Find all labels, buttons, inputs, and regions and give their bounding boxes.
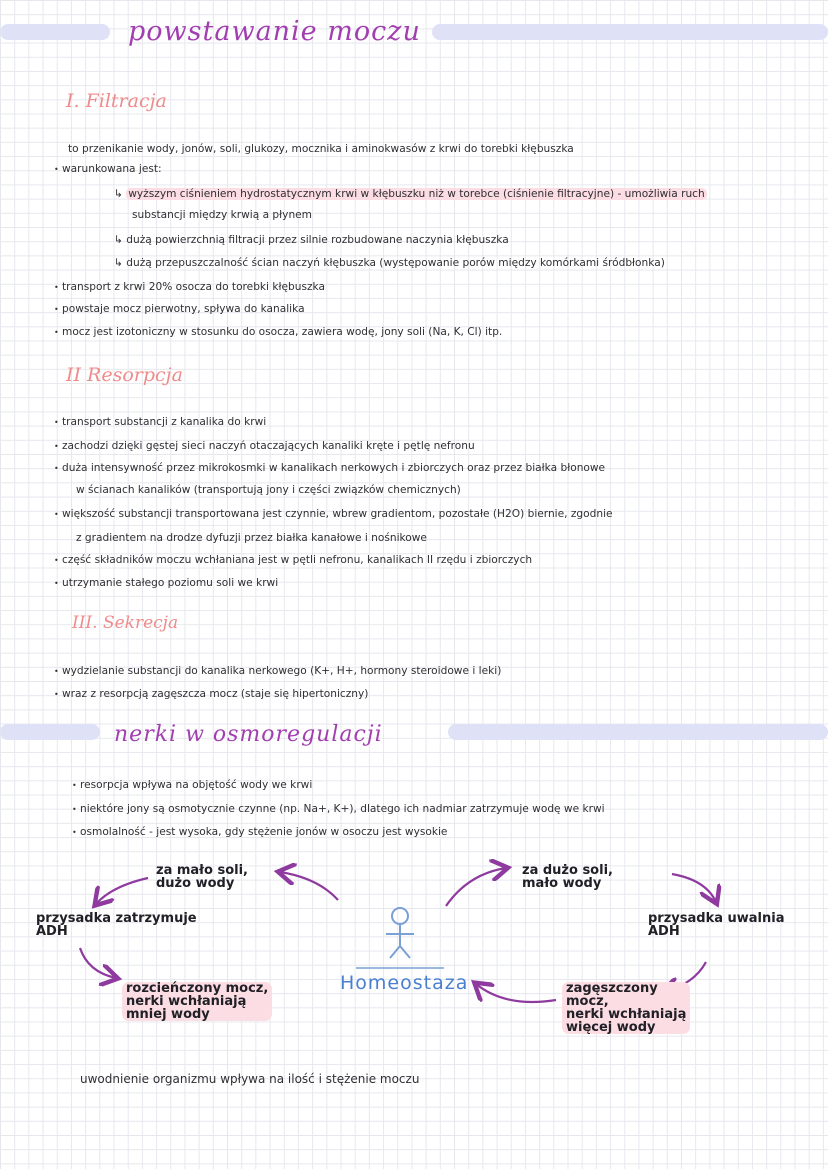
arrow-icon: ↳ [114, 257, 127, 269]
subtitle: nerki w osmoregulacji [114, 722, 383, 747]
arrow-icon [96, 878, 148, 904]
title-band-left [0, 24, 110, 40]
osmo-line: • osmolalność - jest wysoka, gdy stężenie jonów w osoczu jest wysokie [80, 825, 447, 840]
filtration-line: • mocz jest izotoniczny w stosunku do osocza, zawiera wodę, jony soli (Na, K, Cl) itp. [62, 325, 502, 340]
title-band-right [432, 24, 828, 40]
filtration-line-text: wyższym ciśnieniem hydrostatycznym krwi w kłębuszku niż w torebce (ciśnienie filtracyjne) - umożliwia ruch [128, 188, 705, 200]
filtration-line: • transport z krwi 20% osocza do torebki kłębuszka [62, 280, 325, 295]
filtration-line: to przenikanie wody, jonów, soli, glukozy, mocznika i aminokwasów z krwi do torebki kłębuszka [68, 143, 574, 155]
filtration-line [114, 233, 509, 248]
osmo-line: • niektóre jony są osmotycznie czynne (np. Na+, K+), dlatego ich nadmiar zatrzymuje wodę we krwi [80, 802, 605, 817]
arrow-icon [280, 872, 338, 900]
diagram-right-bottom: zagęszczony mocz, nerki wchłaniają więcej wody [562, 982, 690, 1034]
section-heading-secretion: III. Sekrecja [72, 613, 179, 633]
diagram-right-top: za dużo soli, mało wody [522, 863, 613, 891]
diagram-left-top: za mało soli, dużo wody [156, 863, 248, 891]
section-heading-resorption: II Resorpcja [66, 364, 183, 386]
arrow-icon [80, 948, 116, 978]
arrow-icon: ↳ [114, 188, 127, 200]
resorption-line: • duża intensywność przez mikrokosmki w kanalikach nerkowych i zbiorczych oraz przez białka błonowe [62, 461, 605, 476]
resorption-line: w ścianach kanalików (transportują jony i części związków chemicznych) [76, 484, 461, 496]
filtration-line: • warunkowana jest: [62, 162, 162, 177]
section-heading-filtration: I. Filtracja [66, 90, 167, 112]
osmo-line: • resorpcja wpływa na objętość wody we krwi [80, 778, 312, 793]
filtration-line-text: dużą przepuszczalność ścian naczyń kłębuszka (występowanie porów między komórkami śródbłonka) [126, 257, 665, 269]
page-title: powstawanie moczu [128, 16, 421, 47]
resorption-line: • transport substancji z kanalika do krwi [62, 415, 266, 430]
diagram-right-mid: przysadka uwalnia ADH [648, 911, 785, 939]
subtitle-band-right [448, 724, 828, 740]
secretion-line: • wraz z resorpcją zagęszcza mocz (staje się hipertoniczny) [62, 687, 368, 702]
footer-line: uwodnienie organizmu wpływa na ilość i stężenie moczu [80, 1072, 420, 1086]
diagram-left-mid: przysadka zatrzymuje ADH [36, 911, 197, 939]
resorption-line: z gradientem na drodze dyfuzji przez białka kanałowe i nośnikowe [76, 532, 427, 544]
arrow-icon [476, 984, 556, 1002]
filtration-line: • powstaje mocz pierwotny, spływa do kanalika [62, 302, 305, 317]
arrow-icon [446, 868, 506, 906]
resorption-line: • utrzymanie stałego poziomu soli we krwi [62, 576, 278, 591]
arrow-icon [672, 874, 716, 902]
person-icon [386, 908, 414, 958]
resorption-line: • większość substancji transportowana jest czynnie, wbrew gradientom, pozostałe (H2O) biernie, zgodnie [62, 507, 613, 522]
resorption-line: • część składników moczu wchłaniana jest w pętli nefronu, kanalikach II rzędu i zbiorczych [62, 553, 532, 568]
filtration-line: substancji między krwią a płynem [132, 209, 312, 221]
resorption-line: • zachodzi dzięki gęstej sieci naczyń otaczających kanaliki kręte i pętlę nefronu [62, 439, 475, 454]
subtitle-band-left [0, 724, 100, 740]
filtration-line [114, 187, 707, 202]
diagram-left-bottom: rozcieńczony mocz, nerki wchłaniają mniej wody [122, 982, 272, 1021]
filtration-line-text: dużą powierzchnią filtracji przez silnie rozbudowane naczynia kłębuszka [126, 234, 509, 246]
secretion-line: • wydzielanie substancji do kanalika nerkowego (K+, H+, hormony steroidowe i leki) [62, 664, 501, 679]
arrow-icon: ↳ [114, 234, 127, 246]
homeostasis-label: Homeostaza [340, 972, 469, 994]
filtration-line [114, 256, 665, 271]
